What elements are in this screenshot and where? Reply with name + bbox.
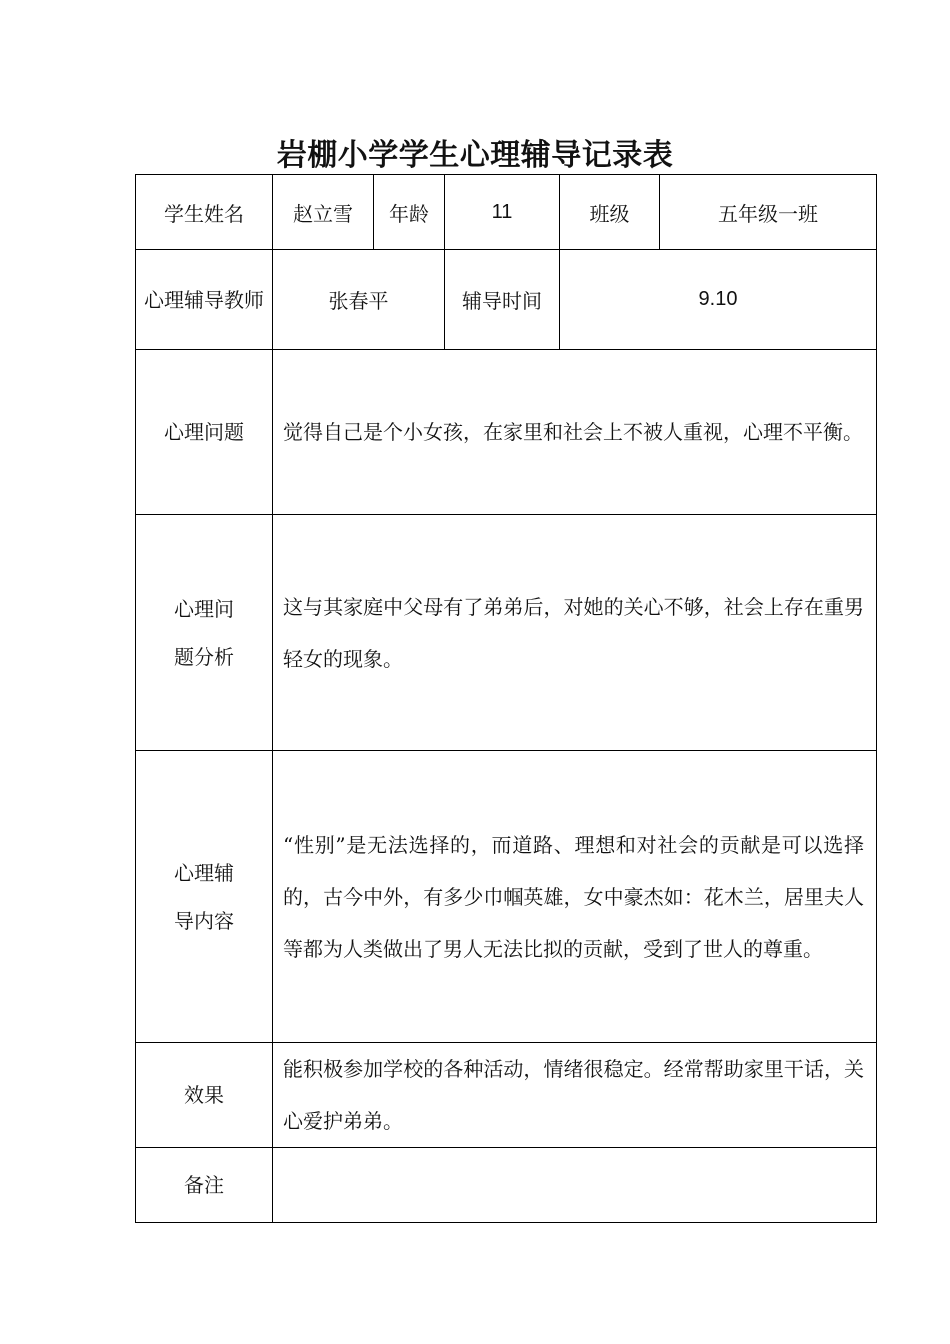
table-row xyxy=(136,751,877,1043)
table-row xyxy=(136,1043,877,1148)
table-row xyxy=(136,175,877,250)
analysis-content: 这与其家庭中父母有了弟弟后，对她的关心不够，社会上存在重男轻女的现象。 xyxy=(273,515,877,751)
table-row xyxy=(136,1148,877,1223)
table-row xyxy=(136,250,877,350)
remarks-content xyxy=(273,1148,877,1223)
counsel-label: 心理辅导内容 xyxy=(136,751,273,1043)
problem-content: 觉得自己是个小女孩，在家里和社会上不被人重视，心理不平衡。 xyxy=(273,350,877,515)
problem-label: 心理问题 xyxy=(136,350,273,515)
counseling-record-table xyxy=(135,174,877,1223)
effect-content: 能积极参加学校的各种活动，情绪很稳定。经常帮助家里干话，关心爱护弟弟。 xyxy=(273,1043,877,1148)
page-title: 岩棚小学学生心理辅导记录表 xyxy=(276,138,674,173)
student-name-label: 学生姓名 xyxy=(136,175,273,250)
counsel-content: “性别”是无法选择的，而道路、理想和对社会的贡献是可以选择的，古今中外，有多少巾帼英雄，女中豪杰如：花木兰，居里夫人等都为人类做出了男人无法比拟的贡献，受到了世人的尊重。 xyxy=(273,751,877,1043)
remarks-label: 备注 xyxy=(136,1148,273,1223)
table-row xyxy=(136,515,877,751)
class-value: 五年级一班 xyxy=(660,175,877,250)
effect-label: 效果 xyxy=(136,1043,273,1148)
table-row xyxy=(136,350,877,515)
age-label: 年龄 xyxy=(374,175,445,250)
student-name-value: 赵立雪 xyxy=(273,175,374,250)
analysis-label: 心理问题分析 xyxy=(136,515,273,751)
teacher-label: 心理辅导教师 xyxy=(136,250,273,350)
counsel-time-value: 9.10 xyxy=(560,250,877,350)
class-label: 班级 xyxy=(560,175,660,250)
teacher-value: 张春平 xyxy=(273,250,445,350)
age-value: 11 xyxy=(445,175,560,250)
counsel-time-label: 辅导时间 xyxy=(445,250,560,350)
